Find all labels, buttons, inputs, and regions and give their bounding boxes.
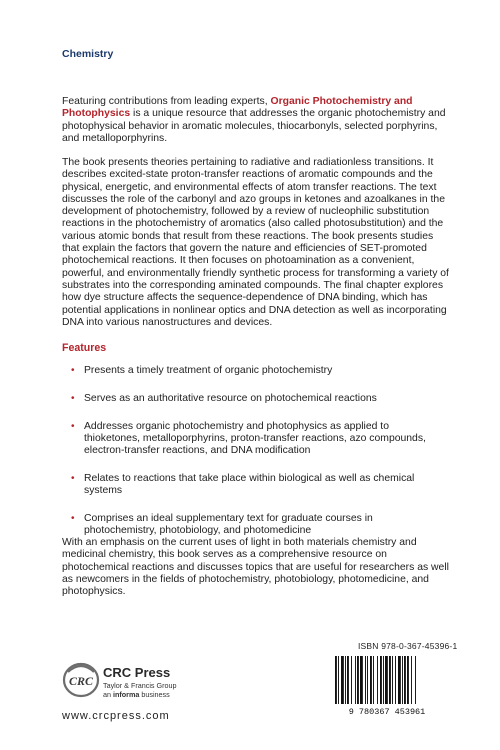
publisher-website: www.crcpress.com <box>62 710 170 722</box>
bullet-icon: • <box>71 513 75 525</box>
features-heading: Features <box>62 342 107 354</box>
bullet-icon: • <box>71 392 75 404</box>
barcode-bar <box>347 656 349 704</box>
barcode-number: 9 780367 453961 <box>348 707 426 716</box>
barcode-bar <box>415 656 416 704</box>
feature-item <box>71 392 444 405</box>
barcode-bar <box>357 656 359 704</box>
closing-paragraph: With an emphasis on the current uses of light in both materials chemistry and medicinal chemistry, this book serves as a comprehensive resource on photochemical reactions and discusses topics that are useful for researchers as well as newcomers in the fields of photochemistry, photobiology, photomedicine, and photophysics. <box>62 537 449 598</box>
crc-press-logo-icon <box>62 662 100 698</box>
publisher-business <box>103 690 170 699</box>
barcode-bar <box>395 656 396 704</box>
intro-prefix: Featuring contributions from leading experts, <box>62 96 271 107</box>
feature-text: Presents a timely treatment of organic photochemistry <box>84 365 333 376</box>
barcode-icon <box>331 654 443 716</box>
bullet-icon: • <box>71 420 75 432</box>
barcode-bar <box>380 656 382 704</box>
feature-text: Addresses organic photochemistry and photophysics as applied to thioketones, metalloporphyrins, proton-transfer reactions, azo compounds, electron-transfer reactions, and DNA modification <box>84 420 426 457</box>
barcode-bar <box>341 656 344 704</box>
feature-text: Relates to reactions that take place within biological as well as chemical systems <box>84 472 415 497</box>
bullet-icon: • <box>71 365 75 376</box>
business-brand: informa <box>113 690 140 699</box>
feature-item <box>71 472 444 498</box>
barcode-bar <box>398 656 401 704</box>
barcode-bar <box>360 656 363 704</box>
feature-item <box>71 365 444 377</box>
isbn-label: ISBN 978-0-367-45396-1 <box>358 641 458 651</box>
description-paragraph: The book presents theories pertaining to radiative and radiationless transitions. It describes excited-state proton-transfer reactions of aromatic compounds and the physical, energetic, and environmental effects of atom transfer reactions. The text discusses the role of the carbonyl and azo groups in ketones and azoalkanes in the development of photochemistry, followed by a review of nucleophilic substitution reactions in the photochemistry of aromatics (also called photosubstitution) and the various atomic bonds that result from these reactions. The book presents studies that explain the factors that govern the nature and efficiencies of SET-promoted photochemical reactions. It then focuses on photoamination as a convenient, powerful, and environmentally friendly synthetic process for transforming a variety of substrates into the corresponding aminated compounds. The final chapter explores how dye structure affects the sequence-dependence of DNA binding, which has potential applications in nonlinear optics and DNA detection as well as incorporating DNA into various nanostructures and devices. <box>62 157 449 328</box>
barcode-bar <box>383 656 384 704</box>
barcode-bar <box>355 656 356 704</box>
barcode-bar <box>338 656 339 704</box>
barcode-bar <box>335 656 337 704</box>
intro-suffix: is a unique resource that addresses the organic photochemistry and photophysical behavior in aromatic molecules, thiocarbonyls, selected porphyrins, and metalloporphyrins. <box>62 108 446 144</box>
barcode-bar <box>392 656 393 704</box>
category-label: Chemistry <box>62 48 114 60</box>
features-list <box>71 365 444 553</box>
barcode-bar <box>404 656 406 704</box>
barcode-bar <box>385 656 388 704</box>
barcode-bar <box>373 656 374 704</box>
bullet-icon: • <box>71 472 75 484</box>
barcode-bar <box>377 656 378 704</box>
barcode-bar <box>365 656 366 704</box>
barcode-bar <box>407 656 409 704</box>
publisher-name: CRC Press <box>103 665 171 680</box>
barcode-bar <box>389 656 391 704</box>
feature-text: Comprises an ideal supplementary text for graduate courses in photochemistry, photobiology, and photomedicine <box>84 513 373 537</box>
barcode-bar <box>345 656 346 704</box>
intro-paragraph <box>62 96 452 145</box>
barcode-bar <box>367 656 368 704</box>
barcode-bar <box>402 656 403 704</box>
barcode-bar <box>370 656 372 704</box>
barcode-bar <box>411 656 412 704</box>
logo-letters: CRC <box>68 674 94 688</box>
business-prefix: an <box>103 690 113 699</box>
feature-text: Serves as an authoritative resource on photochemical reactions <box>84 392 377 404</box>
feature-item <box>71 420 444 458</box>
business-suffix: business <box>139 690 170 699</box>
feature-item <box>71 513 444 538</box>
book-title: Organic Photochemistry and Photophysics <box>62 96 413 120</box>
publisher-group: Taylor & Francis Group <box>103 681 177 690</box>
barcode-bar <box>351 656 352 704</box>
